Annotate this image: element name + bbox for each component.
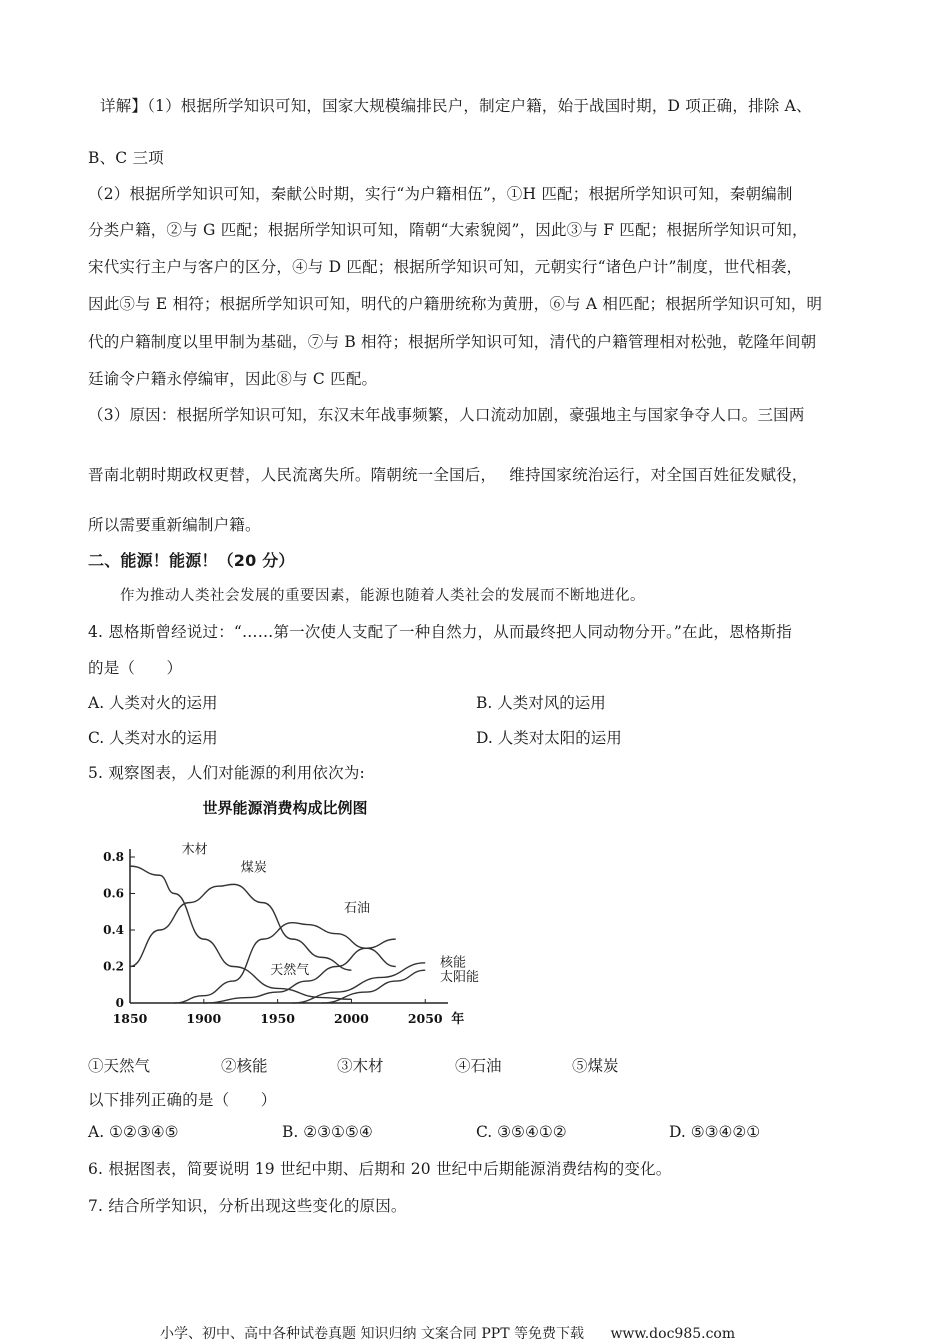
q5-item-3: ③木材	[337, 1057, 384, 1075]
q5-item-2: ②核能	[221, 1057, 268, 1075]
section-intro: 作为推动人类社会发展的重要因素，能源也随着人类社会的发展而不断地进化。	[120, 588, 645, 604]
x-tick-label: 1900	[186, 1011, 222, 1026]
answer-p3-line3: 所以需要重新编制户籍。	[88, 516, 261, 534]
answer-p2-line2: 分类户籍，②与 G 匹配；根据所学知识可知，隋朝“大索貌阅”，因此③与 F 匹配；根据所学知识可知，	[88, 221, 808, 239]
answer-p2-line4: 因此⑤与 E 相符；根据所学知识可知，明代的户籍册统称为黄册，⑥与 A 相匹配；根据所学知识可知，明	[88, 295, 823, 313]
q7-text: 7. 结合所学知识，分析出现这些变化的原因。	[88, 1197, 407, 1215]
q4-option-a: A. 人类对火的运用	[88, 694, 218, 712]
y-tick-label: 0.8	[103, 850, 124, 864]
q4-option-c: C. 人类对水的运用	[88, 729, 218, 747]
series-label: 天然气	[270, 962, 310, 978]
q4-stem-line1: 4. 恩格斯曾经说过：“……第一次使人支配了一种自然力，从而最终把人同动物分开。”在此，恩格斯指	[88, 623, 792, 641]
q4-stem-line2: 的是（ ）	[88, 659, 183, 677]
q5-item-5: ⑤煤炭	[572, 1057, 619, 1075]
series-label: 核能	[440, 955, 467, 971]
answer-p2-line5: 代的户籍制度以里甲制为基础，⑦与 B 相符；根据所学知识可知，清代的户籍管理相对松弛，乾隆年间朝	[88, 333, 817, 351]
q5-option-d: D. ⑤③④②①	[669, 1123, 761, 1141]
q4-option-d: D. 人类对太阳的运用	[476, 729, 622, 747]
answer-p3-line1: （3）原因：根据所学知识可知，东汉末年战事频繁，人口流动加剧，豪强地主与国家争夺人口。三国两	[88, 406, 805, 424]
footer-text: 小学、初中、高中各种试卷真题 知识归纳 文案合同 PPT 等免费下载	[160, 1326, 584, 1342]
footer	[160, 1323, 735, 1343]
q5-option-c: C. ③⑤④①②	[476, 1123, 567, 1141]
x-tick-label: 1950	[260, 1011, 296, 1026]
q4-option-b: B. 人类对风的运用	[476, 694, 606, 712]
y-tick-label: 0.4	[103, 923, 124, 937]
answer-p3-line2: 晋南北朝时期政权更替，人民流离失所。隋朝统一全国后， 维持国家统治运行，对全国百姓征发赋役，	[88, 466, 808, 484]
answer-p2-line1: （2）根据所学知识可知，秦献公时期，实行“为户籍相伍”，①H 匹配；根据所学知识可知，秦朝编制	[88, 185, 793, 203]
answer-p2-line6: 廷谕令户籍永停编审，因此⑧与 C 匹配。	[88, 370, 378, 388]
series-label: 煤炭	[240, 860, 267, 876]
q5-option-b: B. ②③①⑤④	[282, 1123, 373, 1141]
y-tick-label: 0.6	[103, 886, 124, 901]
x-tick-label: 2000	[334, 1011, 369, 1026]
q5-item-4: ④石油	[455, 1057, 502, 1075]
x-tick-label: 2050	[407, 1011, 443, 1026]
footer-url[interactable]: www.doc985.com	[610, 1326, 736, 1342]
y-tick-label: 0.2	[103, 959, 124, 974]
y-tick-label: 0	[115, 996, 124, 1010]
energy-chart	[95, 795, 515, 1033]
series-label: 木材	[181, 842, 208, 858]
answer-p2-line3: 宋代实行主户与客户的区分，④与 D 匹配；根据所学知识可知，元朝实行“诸色户计”制度，世代相袭，	[88, 258, 803, 276]
x-tick-label: 1850	[112, 1011, 148, 1026]
chart-title: 世界能源消费构成比例图	[202, 799, 368, 817]
q5-prompt: 以下排列正确的是（ ）	[88, 1091, 277, 1109]
section-heading: 二、能源！能源！（20 分）	[88, 551, 295, 570]
x-axis-label: 年	[451, 1012, 465, 1027]
answer-p1-line1: 详解】（1）根据所学知识可知，国家大规模编排民户，制定户籍，始于战国时期，D 项正确，排除 A、	[100, 97, 812, 115]
q5-stem: 5. 观察图表，人们对能源的利用依次为:	[88, 764, 365, 782]
q5-option-a: A. ①②③④⑤	[88, 1123, 179, 1141]
q6-text: 6. 根据图表，简要说明 19 世纪中期、后期和 20 世纪中后期能源消费结构的变化。	[88, 1160, 672, 1178]
series-label: 石油	[344, 900, 371, 916]
q5-item-1: ①天然气	[88, 1057, 151, 1075]
answer-p1-line2: B、C 三项	[88, 149, 164, 167]
series-label: 太阳能	[440, 970, 480, 986]
